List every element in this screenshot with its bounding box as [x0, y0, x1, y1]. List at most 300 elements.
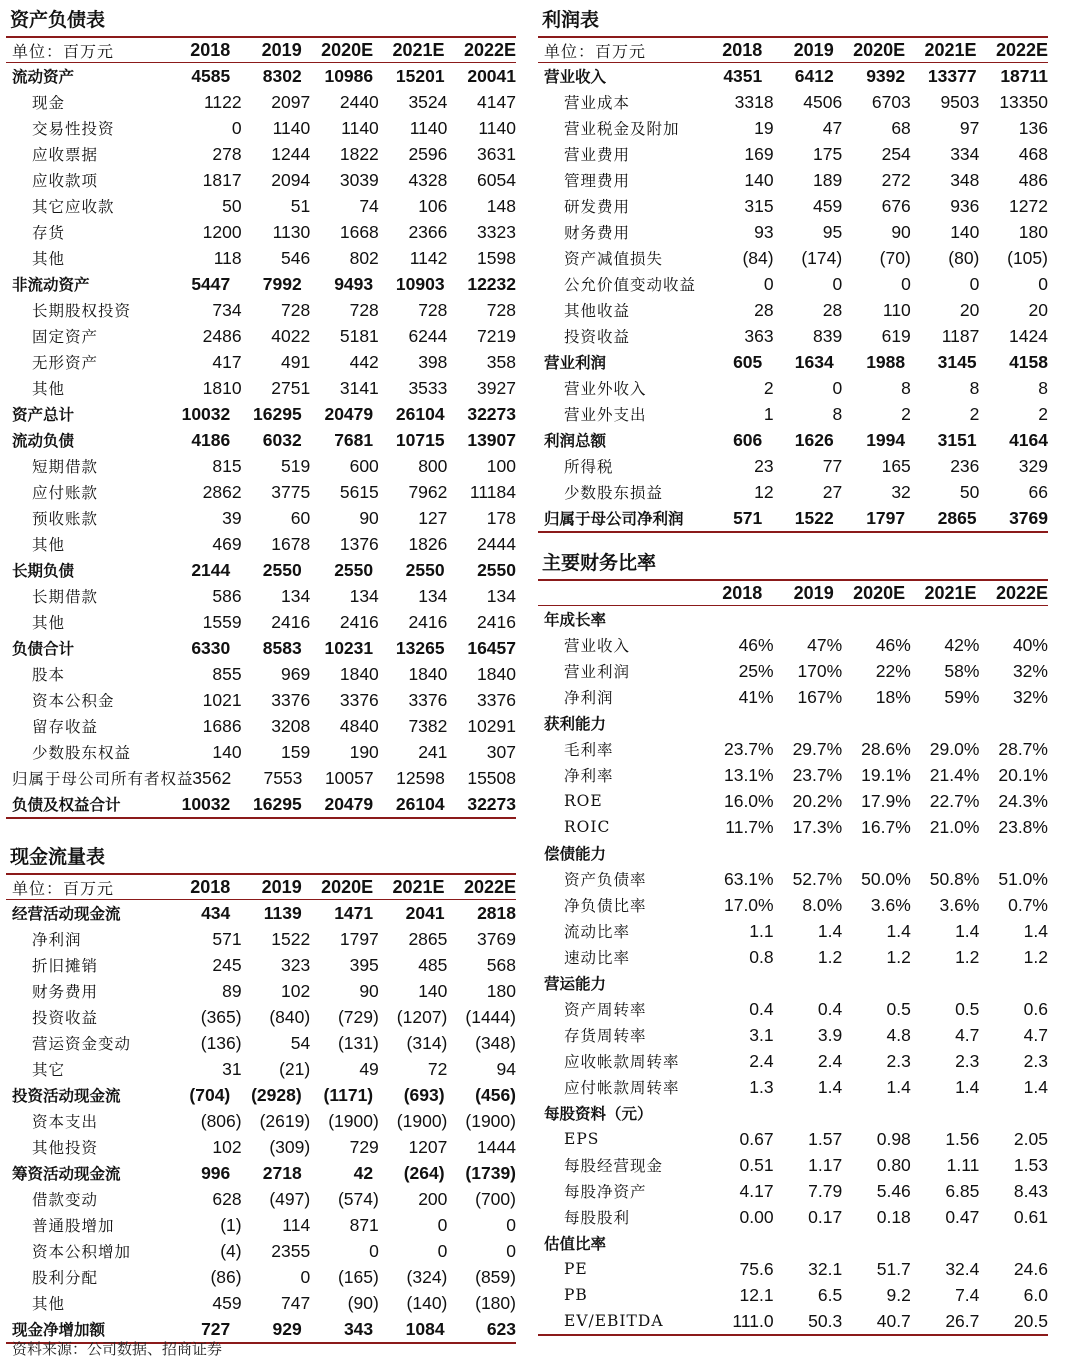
ratios-cell: 51.0% [998, 868, 1048, 889]
balance-row-label: 现金 [32, 94, 66, 112]
balance-cell: 106 [418, 195, 448, 216]
cashflow-cell: (165) [337, 1266, 379, 1287]
cashflow-row [6, 1030, 516, 1056]
income-row-label: 公允价值变动收益 [564, 276, 697, 294]
ratios-row [538, 892, 1048, 918]
cashflow-year-header: 2020E [321, 876, 374, 897]
cashflow-cell: 0 [506, 1240, 516, 1261]
income-cell: 23 [754, 455, 774, 476]
ratios-row [538, 1230, 1048, 1256]
balance-cell: 3376 [339, 689, 379, 710]
ratios-row-label: 每股资料（元） [544, 1104, 653, 1123]
cashflow-cell: (309) [269, 1136, 311, 1157]
ratios-row-label: PE [564, 1260, 588, 1278]
balance-cell: 16295 [253, 403, 302, 424]
balance-cell: 586 [212, 585, 242, 606]
balance-cell: 60 [290, 507, 311, 528]
balance-cell: 1817 [202, 169, 242, 190]
income-row [538, 297, 1048, 323]
ratios-cell: 59% [944, 686, 980, 707]
balance-cell: 491 [281, 351, 311, 372]
income-statement-title: 利润表 [542, 9, 600, 31]
ratios-cell: 32% [1012, 660, 1048, 681]
balance-cell: 20479 [324, 793, 374, 814]
balance-cell: 2144 [191, 559, 231, 580]
balance-cell: 278 [212, 143, 242, 164]
cashflow-cell: 628 [212, 1188, 242, 1209]
balance-cell: 1826 [408, 533, 448, 554]
balance-row [6, 791, 516, 819]
income-cell: 93 [754, 221, 774, 242]
income-row [538, 401, 1048, 427]
income-cell: 1634 [794, 351, 834, 372]
cashflow-cell: (21) [279, 1058, 311, 1079]
balance-cell: 10715 [395, 429, 445, 450]
ratios-cell: 1.17 [808, 1154, 843, 1175]
cashflow-header-row [6, 873, 516, 900]
cashflow-cell: 42 [353, 1162, 374, 1183]
cashflow-year-header: 2018 [190, 876, 231, 897]
ratios-cell: 6.5 [817, 1284, 843, 1305]
cashflow-cell: 1471 [334, 902, 374, 923]
balance-cell: 1122 [203, 91, 242, 112]
cashflow-row-label: 筹资活动现金流 [12, 1164, 121, 1183]
income-row-label: 利润总额 [544, 431, 607, 450]
cashflow-cell: 0 [437, 1240, 448, 1261]
income-cell: 140 [744, 169, 774, 190]
income-cell: 606 [733, 429, 763, 450]
income-cell: 676 [881, 195, 911, 216]
balance-row-label: 归属于母公司所有者权益 [12, 770, 194, 788]
balance-cell: 1840 [408, 663, 448, 684]
ratios-cell: 23.7% [723, 738, 774, 759]
balance-cell: 1686 [202, 715, 242, 736]
ratios-cell: 1.4 [886, 920, 911, 941]
cashflow-cell: (806) [200, 1110, 242, 1131]
balance-cell: 241 [418, 741, 448, 762]
income-row-label: 营业利润 [544, 353, 607, 372]
cashflow-row-label: 其他 [32, 1295, 66, 1313]
balance-cell: 600 [349, 455, 379, 476]
income-cell: 4351 [723, 65, 763, 86]
income-cell: 2 [763, 377, 774, 398]
income-cell: 936 [950, 195, 980, 216]
ratios-row-label: 速动比率 [564, 949, 631, 967]
cashflow-cell: 94 [496, 1058, 516, 1079]
balance-cell: 50 [222, 195, 242, 216]
cashflow-row [6, 952, 516, 978]
balance-year-header: 2022E [463, 39, 517, 60]
cashflow-cell: 343 [343, 1318, 374, 1339]
income-cell: 486 [1018, 169, 1048, 190]
balance-cell: 10032 [181, 403, 231, 424]
cashflow-row-label: 投资活动现金流 [12, 1086, 121, 1105]
cashflow-cell: 200 [418, 1188, 448, 1209]
income-cell: 95 [822, 221, 843, 242]
ratios-row-label: 净负债比率 [564, 897, 647, 915]
ratios-row [538, 1308, 1048, 1336]
income-cell: 8 [1038, 377, 1048, 398]
ratios-row [538, 1126, 1048, 1152]
balance-cell: 6054 [477, 169, 516, 190]
balance-cell: 2416 [339, 611, 379, 632]
balance-cell: 728 [418, 299, 448, 320]
balance-cell: 127 [418, 507, 448, 528]
income-cell: 189 [813, 169, 843, 190]
ratios-row [538, 840, 1048, 866]
balance-cell: 417 [212, 351, 242, 372]
ratios-cell: 1.4 [955, 920, 980, 941]
balance-cell: 3208 [271, 715, 311, 736]
income-cell: 6412 [794, 65, 834, 86]
ratios-cell: 0.8 [749, 946, 774, 967]
balance-cell: 90 [359, 507, 379, 528]
balance-cell: 307 [486, 741, 516, 762]
ratios-cell: 21.0% [929, 816, 980, 837]
income-cell: 459 [813, 195, 843, 216]
balance-cell: 6244 [408, 325, 448, 346]
cashflow-cell: 2355 [271, 1240, 311, 1261]
balance-cell: 469 [212, 533, 242, 554]
ratios-cell: 20.1% [998, 764, 1048, 785]
balance-row [6, 271, 516, 297]
income-cell: 97 [959, 117, 980, 138]
balance-row-label: 资本公积金 [32, 692, 115, 710]
ratios-cell: 5.46 [876, 1180, 911, 1201]
income-cell: 4506 [803, 91, 843, 112]
balance-cell: 1376 [339, 533, 379, 554]
balance-cell: 13907 [467, 429, 517, 450]
balance-row-label: 无形资产 [32, 354, 99, 372]
income-cell: 66 [1028, 481, 1048, 502]
ratios-cell: 1.2 [817, 946, 843, 967]
balance-cell: 2596 [408, 143, 448, 164]
cashflow-cell: 568 [486, 954, 516, 975]
balance-row-label: 其他 [32, 614, 66, 632]
ratios-cell: 0.51 [739, 1154, 774, 1175]
balance-row-label: 股本 [32, 666, 66, 684]
cashflow-cell: 623 [486, 1318, 517, 1339]
cashflow-row-label: 普通股增加 [32, 1217, 115, 1235]
income-cell: 2 [969, 403, 980, 424]
balance-cell: 442 [349, 351, 379, 372]
balance-cell: 16295 [253, 793, 302, 814]
cashflow-cell: (1207) [396, 1006, 448, 1027]
cashflow-cell: (264) [403, 1162, 445, 1183]
balance-cell: 398 [418, 351, 448, 372]
income-row-label: 营业外支出 [564, 406, 647, 424]
balance-cell: 3323 [477, 221, 516, 242]
income-cell: 165 [881, 455, 911, 476]
income-row [538, 453, 1048, 479]
balance-row [6, 141, 516, 167]
cashflow-cell: 2865 [408, 928, 448, 949]
cashflow-cell: (180) [475, 1292, 516, 1313]
cashflow-cell: 929 [272, 1318, 302, 1339]
balance-cell: 2486 [202, 325, 242, 346]
income-cell: 20 [1028, 299, 1048, 320]
balance-row-label: 应收款项 [32, 172, 99, 190]
balance-cell: 3039 [339, 169, 379, 190]
balance-cell: 5615 [339, 481, 379, 502]
cashflow-cell: 747 [281, 1292, 311, 1313]
income-cell: 3769 [1009, 507, 1049, 528]
income-cell: 0 [763, 273, 774, 294]
ratios-cell: 28.7% [998, 738, 1048, 759]
ratios-cell: 0.4 [817, 998, 843, 1019]
income-header-row [538, 36, 1048, 63]
balance-cell: 3524 [408, 91, 448, 112]
cashflow-table [6, 873, 516, 1344]
balance-cell: 10057 [324, 767, 374, 788]
balance-cell: 3533 [408, 377, 448, 398]
ratios-cell: 23.8% [998, 816, 1048, 837]
cashflow-cell: (693) [403, 1084, 445, 1105]
cashflow-cell: (497) [269, 1188, 311, 1209]
cashflow-cell: (4) [220, 1240, 242, 1261]
income-cell: 3318 [734, 91, 774, 112]
balance-cell: 26104 [395, 403, 445, 424]
cashflow-cell: (704) [189, 1084, 231, 1105]
cashflow-cell: (574) [337, 1188, 379, 1209]
cashflow-cell: 395 [349, 954, 379, 975]
balance-sheet-title: 资产负债表 [10, 9, 106, 31]
income-cell: 6703 [871, 91, 911, 112]
income-cell: 20 [959, 299, 980, 320]
balance-cell: 2366 [408, 221, 448, 242]
balance-row-label: 流动资产 [12, 67, 75, 86]
cashflow-row [6, 1134, 516, 1160]
ratios-cell: 8.0% [802, 894, 843, 915]
ratios-cell: 9.2 [886, 1284, 911, 1305]
cashflow-row-label: 借款变动 [32, 1191, 99, 1209]
cashflow-cell: (859) [475, 1266, 516, 1287]
cashflow-row [6, 978, 516, 1004]
balance-cell: 148 [486, 195, 516, 216]
ratios-cell: 58% [944, 660, 980, 681]
ratios-row-label: 偿债能力 [544, 844, 607, 863]
income-cell: 27 [822, 481, 843, 502]
income-row-label: 管理费用 [564, 172, 631, 190]
balance-cell: 7553 [263, 767, 303, 788]
balance-cell: 134 [349, 585, 379, 606]
balance-row [6, 713, 516, 739]
income-cell: 8 [901, 377, 911, 398]
balance-cell: 1130 [272, 221, 311, 242]
balance-row [6, 583, 516, 609]
income-cell: 619 [881, 325, 911, 346]
ratios-row-label: 应收帐款周转率 [564, 1053, 680, 1071]
ratios-row-label: 净利润 [564, 689, 614, 707]
ratios-cell: 26.7 [945, 1310, 980, 1331]
balance-cell: 728 [281, 299, 311, 320]
income-row [538, 375, 1048, 401]
income-cell: 28 [754, 299, 774, 320]
balance-cell: 2550 [405, 559, 445, 580]
ratios-row [538, 1282, 1048, 1308]
ratios-cell: 32.1 [808, 1258, 843, 1279]
balance-cell: 5447 [191, 273, 231, 294]
ratios-cell: 29.7% [792, 738, 843, 759]
balance-row [6, 557, 516, 583]
balance-row [6, 219, 516, 245]
income-cell: 1 [763, 403, 774, 424]
ratios-cell: 13.1% [723, 764, 774, 785]
balance-row-label: 长期股权投资 [32, 302, 132, 320]
ratios-cell: 11.7% [725, 816, 774, 837]
ratios-cell: 19.1% [861, 764, 911, 785]
ratios-cell: 7.4 [955, 1284, 980, 1305]
income-cell: 90 [891, 221, 911, 242]
ratios-cell: 4.17 [739, 1180, 774, 1201]
ratios-cell: 23.7% [792, 764, 843, 785]
income-cell: 571 [733, 507, 763, 528]
cashflow-unit-label: 单位：百万元 [12, 878, 115, 898]
ratios-title: 主要财务比率 [542, 552, 657, 574]
ratios-row [538, 814, 1048, 840]
cashflow-cell: 49 [359, 1058, 379, 1079]
balance-cell: 9493 [334, 273, 374, 294]
income-cell: 8 [969, 377, 980, 398]
ratios-cell: 1.4 [1023, 920, 1048, 941]
balance-cell: 118 [213, 247, 242, 268]
balance-cell: 1140 [341, 117, 379, 138]
balance-cell: 1142 [409, 247, 448, 268]
income-cell: 1797 [866, 507, 906, 528]
ratios-cell: 24.3% [998, 790, 1048, 811]
ratios-cell: 1.2 [955, 946, 980, 967]
income-cell: 19 [754, 117, 774, 138]
balance-cell: 728 [486, 299, 516, 320]
ratios-row [538, 1074, 1048, 1100]
balance-cell: 546 [281, 247, 311, 268]
left-column [6, 0, 516, 1344]
cashflow-cell: 90 [359, 980, 379, 1001]
ratios-row-label: ROIC [564, 818, 611, 836]
income-row [538, 167, 1048, 193]
ratios-row [538, 684, 1048, 710]
ratios-row [538, 996, 1048, 1022]
income-cell: 8 [832, 403, 843, 424]
income-year-header: 2022E [995, 39, 1049, 60]
ratios-cell: 1.3 [749, 1076, 774, 1097]
income-cell: 68 [891, 117, 911, 138]
balance-row-label: 交易性投资 [32, 120, 115, 138]
balance-cell: 12598 [396, 767, 445, 788]
income-row [538, 193, 1048, 219]
cashflow-row [6, 1108, 516, 1134]
balance-cell: 734 [212, 299, 242, 320]
income-cell: 0 [901, 273, 911, 294]
ratios-cell: 3.1 [749, 1024, 774, 1045]
ratios-cell: 3.9 [817, 1024, 843, 1045]
balance-row-label: 负债合计 [12, 639, 75, 658]
cashflow-cell: 1207 [408, 1136, 448, 1157]
balance-row [6, 427, 516, 453]
balance-cell: 802 [349, 247, 379, 268]
ratios-cell: 21.4% [929, 764, 980, 785]
cashflow-cell: (1900) [465, 1110, 516, 1131]
income-row [538, 427, 1048, 453]
income-row-label: 资产减值损失 [564, 250, 664, 268]
balance-cell: 2550 [334, 559, 374, 580]
balance-cell: 1822 [339, 143, 379, 164]
cashflow-row [6, 1290, 516, 1316]
cashflow-cell: (131) [337, 1032, 379, 1053]
income-row-label: 营业税金及附加 [564, 120, 680, 138]
balance-cell: 12232 [467, 273, 517, 294]
balance-cell: 2416 [477, 611, 516, 632]
ratios-row [538, 710, 1048, 736]
ratios-row-label: EPS [564, 1130, 600, 1148]
ratios-cell: 6.0 [1023, 1284, 1048, 1305]
balance-cell: 1840 [477, 663, 516, 684]
cashflow-cell: (136) [200, 1032, 242, 1053]
ratios-row-label: 估值比率 [544, 1234, 607, 1253]
balance-year-header: 2021E [392, 39, 445, 60]
income-cell: 254 [881, 143, 911, 164]
balance-cell: 178 [486, 507, 516, 528]
income-row [538, 219, 1048, 245]
ratios-row-label: 流动比率 [564, 923, 631, 941]
balance-unit-label: 单位：百万元 [12, 41, 115, 61]
balance-row-label: 资产总计 [12, 405, 75, 424]
ratios-cell: 50.8% [929, 868, 980, 889]
ratios-cell: 52.7% [792, 868, 843, 889]
income-row [538, 323, 1048, 349]
income-row-label: 其他收益 [564, 302, 631, 320]
ratios-row [538, 918, 1048, 944]
ratios-cell: 51.7 [876, 1258, 911, 1279]
income-cell: 0 [832, 273, 843, 294]
income-cell: 110 [882, 299, 911, 320]
source-note: 资料来源：公司数据、招商证券 [12, 1340, 223, 1358]
ratios-cell: 16.0% [723, 790, 774, 811]
cashflow-cell: 459 [212, 1292, 242, 1313]
ratios-cell: 40% [1012, 634, 1048, 655]
ratios-cell: 2.05 [1013, 1128, 1048, 1149]
ratios-row [538, 606, 1048, 632]
cashflow-cell: (456) [475, 1084, 517, 1105]
income-cell: 3145 [937, 351, 977, 372]
income-cell: 315 [744, 195, 774, 216]
ratios-cell: 1.1 [749, 920, 774, 941]
income-cell: 9503 [940, 91, 980, 112]
income-row [538, 63, 1048, 89]
ratios-cell: 46% [875, 634, 911, 655]
balance-row-label: 长期借款 [32, 588, 99, 606]
income-row [538, 141, 1048, 167]
ratios-row-label: 获利能力 [544, 714, 607, 733]
income-row [538, 505, 1048, 533]
cashflow-row-label: 财务费用 [32, 983, 99, 1001]
balance-cell: 3376 [477, 689, 516, 710]
balance-cell: 3927 [477, 377, 516, 398]
cashflow-cell: 571 [212, 928, 242, 949]
cashflow-cell: 434 [201, 902, 231, 923]
ratios-row [538, 1048, 1048, 1074]
ratios-table [538, 579, 1048, 1336]
ratios-row [538, 970, 1048, 996]
balance-cell: 10032 [181, 793, 231, 814]
balance-cell: 7962 [408, 481, 448, 502]
ratios-cell: 0.17 [808, 1206, 843, 1227]
balance-row [6, 687, 516, 713]
ratios-row [538, 632, 1048, 658]
ratios-cell: 0.4 [749, 998, 774, 1019]
income-cell: 1626 [794, 429, 834, 450]
cashflow-cell: 871 [349, 1214, 379, 1235]
